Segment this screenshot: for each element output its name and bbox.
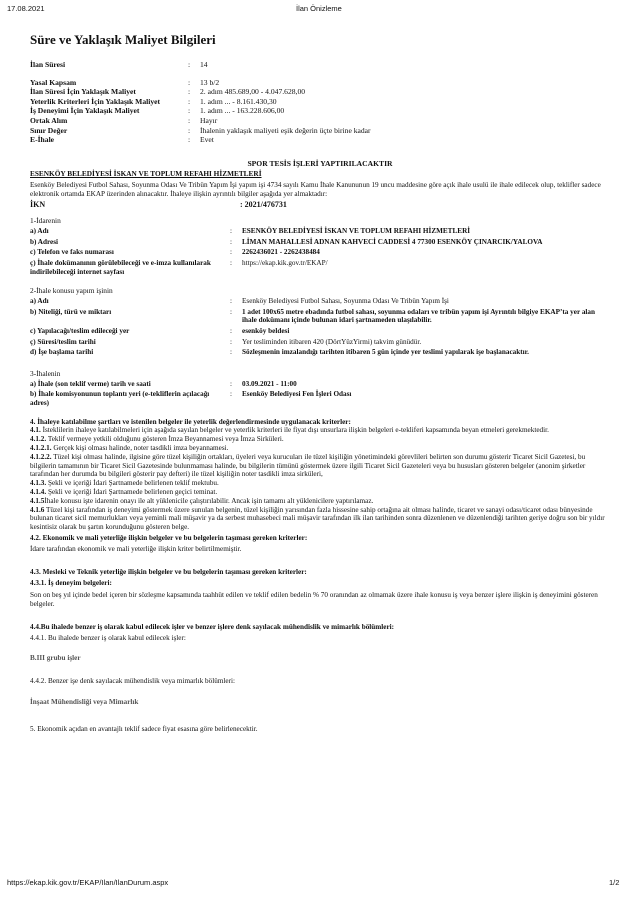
criteria-text: Gerçek kişi olması halinde, noter tasdikli imza beyannamesi. (53, 443, 229, 452)
field-row: c) Yapılacağı/teslim edileceği yer : esenköy beldesi (30, 327, 610, 336)
criteria-item (30, 488, 610, 497)
summary-row: İlan Süresi : 14 (30, 60, 610, 70)
notice-intro: Esenköy Belediyesi Futbol Sahası, Soyunma Odası Ve Tribün Yapım İşi yapım işi 4734 sayılı Kamu İhale Kanununun 19 uncu maddesine göre açık ihale usulü ile ihale edilecek olup, teklifler sadece elektronik ortamda EKAP üzerinden alınacaktır. İhaleye ilişkin ayrıntılı bilgiler aşağıda yer almaktadır: (30, 181, 601, 199)
criteria-text: Teklif vermeye yetkili olduğunu gösteren İmza Beyannamesi veya İmza Sirküleri. (47, 435, 284, 444)
criteria-text: Tüzel kişi tarafından iş deneyimi göstermek üzere sunulan belgenin, tüzel kişiliğin yarısından fazla hissesine sahip ortağına ait olması halinde, ticaret ve sanayi odası/ticaret odası bünyesinde bulunan ticaret sicil memurlukları veya yeminli mali müşavir ya da serbest muhasebeci mali müşavir tarafından ilk ilan tarihinden sonra düzenlenen ve düzenlendiği tarihten geriye doğru son bir yıldır kesintisiz olarak bu şartın korunduğunu gösteren belge. (30, 505, 605, 532)
field-value: Sözleşmenin imzalandığı tarihten itibaren 5 gün içinde yer teslimi yapılarak işe başlanacaktır. (242, 348, 529, 357)
document-title: Süre ve Yaklaşık Maliyet Bilgileri (30, 32, 216, 47)
section-4-2-title: 4.2. Ekonomik ve mali yeterliğe ilişkin belgeler ve bu belgelerin taşıması gereken kriterler: (30, 533, 308, 542)
section-4-3-1-title: 4.3.1. İş deneyim belgeleri: (30, 579, 112, 588)
field-value: Esenköy Belediyesi Fen İşleri Odası (242, 390, 352, 399)
criteria-item (30, 506, 610, 532)
section-4-title: 4. İhaleye katılabilme şartları ve istenilen belgeler ile yeterlik değerlendirmesinde uygulanacak kriterler: (30, 417, 351, 426)
summary-row: Sınır Değer : İhalenin yaklaşık maliyeti eşik değerin üçte birine kadar (30, 126, 610, 136)
field-row: ç) İhale dokümanının görülebileceği ve e-imza kullanılarak indirilebileceği internet sayfası : https://ekap.kik.gov.tr/EKAP/ (30, 259, 610, 276)
field-value: Yer tesliminden itibaren 420 (DörtYüzYirmi) takvim günüdür. (242, 337, 422, 346)
summary-value: Hayır (200, 115, 218, 125)
summary-label: Yeterlik Kriterleri İçin Yaklaşık Maliyet (30, 96, 161, 106)
field-value: esenköy beldesi (242, 327, 290, 335)
criteria-number: 4.1.6 (30, 505, 45, 514)
field-row: a) Adı : ESENKÖY BELEDİYESİ İSKAN VE TOPLUM REFAHI HİZMETLERİ (30, 227, 610, 236)
summary-table (30, 60, 610, 145)
field-row: ç) Süresi/teslim tarihi : Yer tesliminden itibaren 420 (DörtYüzYirmi) takvim günüdür. (30, 338, 610, 347)
criteria-text: İsteklilerin ihaleye katılabilmeleri için aşağıda sayılan belgeler ve yeterlik kriterleri ile fiyat dışı unsurlara ilişkin belgeleri e-tekliferi kapsamında beyan etmeleri gerekmektedir. (42, 426, 549, 435)
ikn-value: : 2021/476731 (240, 200, 287, 210)
criteria-item (30, 426, 610, 435)
summary-row: E-İhale : Evet (30, 135, 610, 145)
field-label: a) İhale (son teklif verme) tarih ve saati (30, 379, 151, 388)
summary-row: Ortak Alım : Hayır (30, 116, 610, 126)
ikn-label: İKN (30, 200, 46, 210)
notice-heading: SPOR TESİS İŞLERİ YAPTIRILACAKTIR (247, 158, 393, 168)
criteria-number: 4.1.2.2. (30, 452, 52, 461)
criteria-number: 4.1. (30, 426, 41, 435)
field-value: 2262436021 - 2262438484 (242, 248, 320, 257)
field-label: c) Yapılacağı/teslim edileceği yer (30, 327, 130, 335)
criteria-text: Şekli ve içeriği İdari Şartnamede belirlenen geçici teminat. (47, 487, 218, 496)
criteria-item (30, 444, 610, 453)
field-value: 1 adet 100x65 metre ebadında futbol sahası, soyunma odaları ve tribün yapım işi Ayrıntılı bilgiye EKAP’ta yer alan ihale dokümanı içinde bulunan idari şartnameden ulaşılabilir. (242, 307, 596, 325)
summary-value: 1. adım ... - 8.161.430,30 (200, 96, 277, 106)
criteria-number: 4.1.4. (30, 487, 47, 496)
criteria-number: 4.1.2.1. (30, 443, 52, 452)
print-footer-page: 1/2 (609, 878, 620, 887)
summary-label: Yasal Kapsam (30, 77, 77, 87)
field-value: ESENKÖY BELEDİYESİ İSKAN VE TOPLUM REFAHI HİZMETLERİ (242, 227, 471, 236)
summary-label: Ortak Alım (30, 115, 68, 125)
field-row: b) Adresi : LİMAN MAHALLESİ ADNAN KAHVECİ CADDESİ 4 77300 ESENKÖY ÇINARCIK/YALOVA (30, 238, 610, 247)
field-label: ç) İhale dokümanının görülebileceği ve e-imza kullanılarak indirilebileceği internet sayfası (30, 259, 211, 276)
print-date: 17.08.2021 (7, 4, 45, 13)
field-row: b) Niteliği, türü ve miktarı : 1 adet 100x65 metre ebadında futbol sahası, soyunma odaları ve tribün yapım işi Ayrıntılı bilgiye EKAP’ta yer alan ihale dokümanı içinde bulunan idari şartnameden ulaşılabilir. (30, 308, 610, 325)
field-value: https://ekap.kik.gov.tr/EKAP/ (242, 259, 328, 268)
field-row: d) İşe başlama tarihi : Sözleşmenin imzalandığı tarihten itibaren 5 gün içinde yer teslimi yapılarak işe başlanacaktır. (30, 348, 610, 357)
criteria-item (30, 435, 610, 444)
criteria-number: 4.1.3. (30, 479, 47, 488)
field-label: ç) Süresi/teslim tarihi (30, 337, 96, 346)
field-row: a) İhale (son teklif verme) tarih ve saati : 03.09.2021 - 11:00 (30, 380, 610, 389)
field-row: b) İhale komisyonunun toplantı yeri (e-tekliflerin açılacağı adres) : Esenköy Belediyesi Fen İşleri Odası (30, 390, 610, 407)
field-label: b) Niteliği, türü ve miktarı (30, 307, 112, 316)
summary-value: İhalenin yaklaşık maliyeti eşik değerin üçte birine kadar (200, 125, 371, 135)
field-label: b) İhale komisyonunun toplantı yeri (e-tekliflerin açılacağı adres) (30, 390, 210, 407)
summary-label: İlan Süresi İçin Yaklaşık Maliyet (30, 87, 136, 97)
summary-row: Yasal Kapsam : 13 b/2 (30, 78, 610, 88)
ikn-row (30, 200, 610, 209)
criteria-item (30, 479, 610, 488)
criteria-text: Tüzel kişi olması halinde, ilgisine göre tüzel kişiliğin ortakları, üyeleri veya kurucuları ile tüzel kişiliğin yönetimindeki görevlileri belirten son durumu gösterir Ticaret Sicil Gazetesi, bu bilgilerin tamamının bir Ticaret Sicil Gazetesinde bulunmaması halinde, bu bilgilerin tümünü göstermek üzere ilgili Ticaret Sicil Gazeteleri veya bu hususları gösteren belgeler (anonim şirketler tarafından her durumda bu bilgileri gösterir pay defteri) ile tüzel kişiliğin noter tasdikli imza sirküleri, (30, 452, 586, 479)
field-label: a) Adı (30, 227, 49, 236)
field-label: c) Telefon ve faks numarası (30, 248, 114, 257)
field-value: Esenköy Belediyesi Futbol Sahası, Soyunma Odası Ve Tribün Yapım İşi (242, 297, 449, 306)
summary-value: Evet (200, 135, 214, 145)
print-title: İlan Önizleme (296, 4, 342, 13)
summary-row: İlan Süresi İçin Yaklaşık Maliyet : 2. adım 485.689,00 - 4.047.628,00 (30, 87, 610, 97)
field-label: d) İşe başlama tarihi (30, 348, 94, 357)
field-row: a) Adı : Esenköy Belediyesi Futbol Sahası, Soyunma Odası Ve Tribün Yapım İşi (30, 297, 610, 306)
section-4-2-text: İdare tarafından ekonomik ve mali yeterliğe ilişkin kriter belirtilmemiştir. (30, 544, 242, 553)
criteria-number: 4.1.5 (30, 496, 45, 505)
print-footer-url: https://ekap.kik.gov.tr/EKAP/Ilan/IlanDurum.aspx (7, 878, 169, 887)
document-page (30, 22, 610, 733)
section-2-title: 2-İhale konusu yapım işinin (30, 286, 113, 296)
field-value: LİMAN MAHALLESİ ADNAN KAHVECİ CADDESİ 4 77300 ESENKÖY ÇINARCIK/YALOVA (242, 237, 543, 246)
section-3-title: 3-İhalenin (30, 368, 61, 378)
engineering-departments-value: İnşaat Mühendisliği veya Mimarlık (30, 697, 139, 706)
section-4-4-title: 4.4.Bu ihalede benzer iş olarak kabul edilecek işler ve benzer işlere denk sayılacak mühendislik ve mimarlık bölümleri: (30, 622, 395, 631)
section-4-4-1: 4.4.1. Bu ihalede benzer iş olarak kabul edilecek işler: (30, 633, 186, 642)
summary-value: 2. adım 485.689,00 - 4.047.628,00 (200, 87, 306, 97)
criteria-text: İhale konusu işte idarenin onayı ile alt yüklenicile çalıştırılabilir. Ancak işin tamamı alt yüklenicilere yaptırılamaz. (44, 496, 374, 505)
similar-work-value: B.III grubu işler (30, 654, 81, 663)
field-row: c) Telefon ve faks numarası : 2262436021 - 2262438484 (30, 248, 610, 257)
summary-label: İlan Süresi (30, 60, 66, 69)
summary-value: 1. adım ... - 163.228.606,00 (200, 106, 285, 116)
summary-label: İş Deneyimi İçin Yaklaşık Maliyet (30, 106, 140, 116)
summary-value: 14 (200, 60, 208, 69)
section-4-4-2: 4.4.2. Benzer işe denk sayılacak mühendislik veya mimarlık bölümleri: (30, 677, 235, 686)
criteria-item (30, 453, 610, 479)
summary-row: İş Deneyimi İçin Yaklaşık Maliyet : 1. adım ... - 163.228.606,00 (30, 106, 610, 116)
section-5-text: 5. Ekonomik açıdan en avantajlı teklif sadece fiyat esasına göre belirlenecektir. (30, 724, 258, 733)
section-1-title: 1-İdarenin (30, 216, 61, 226)
section-4-3-1-text: Son on beş yıl içinde bedel içeren bir sözleşme kapsamında taahhüt edilen ve teklif edilen bedelin % 70 oranından az olmamak üzere ihale konusu iş veya benzer işlere ilişkin iş deneyimini gösteren belgeler. (30, 591, 598, 608)
criteria-number: 4.1.2. (30, 435, 47, 444)
criteria-text: Şekli ve içeriği İdari Şartnamede belirlenen teklif mektubu. (47, 479, 219, 488)
summary-row: Yeterlik Kriterleri İçin Yaklaşık Maliyet : 1. adım ... - 8.161.430,30 (30, 97, 610, 107)
field-label: b) Adresi (30, 237, 59, 246)
criteria-item (30, 497, 610, 506)
summary-label: E-İhale (30, 135, 55, 145)
summary-value: 13 b/2 (200, 77, 220, 87)
field-value: 03.09.2021 - 11:00 (242, 379, 297, 388)
notice-owner: ESENKÖY BELEDİYESİ İSKAN VE TOPLUM REFAHI HİZMETLERİ (30, 169, 262, 179)
summary-label: Sınır Değer (30, 125, 68, 135)
section-4-3-title: 4.3. Mesleki ve Teknik yeterliğe ilişkin belgeler ve bu belgelerin taşıması gereken kriterler: (30, 567, 307, 576)
field-label: a) Adı (30, 297, 49, 306)
